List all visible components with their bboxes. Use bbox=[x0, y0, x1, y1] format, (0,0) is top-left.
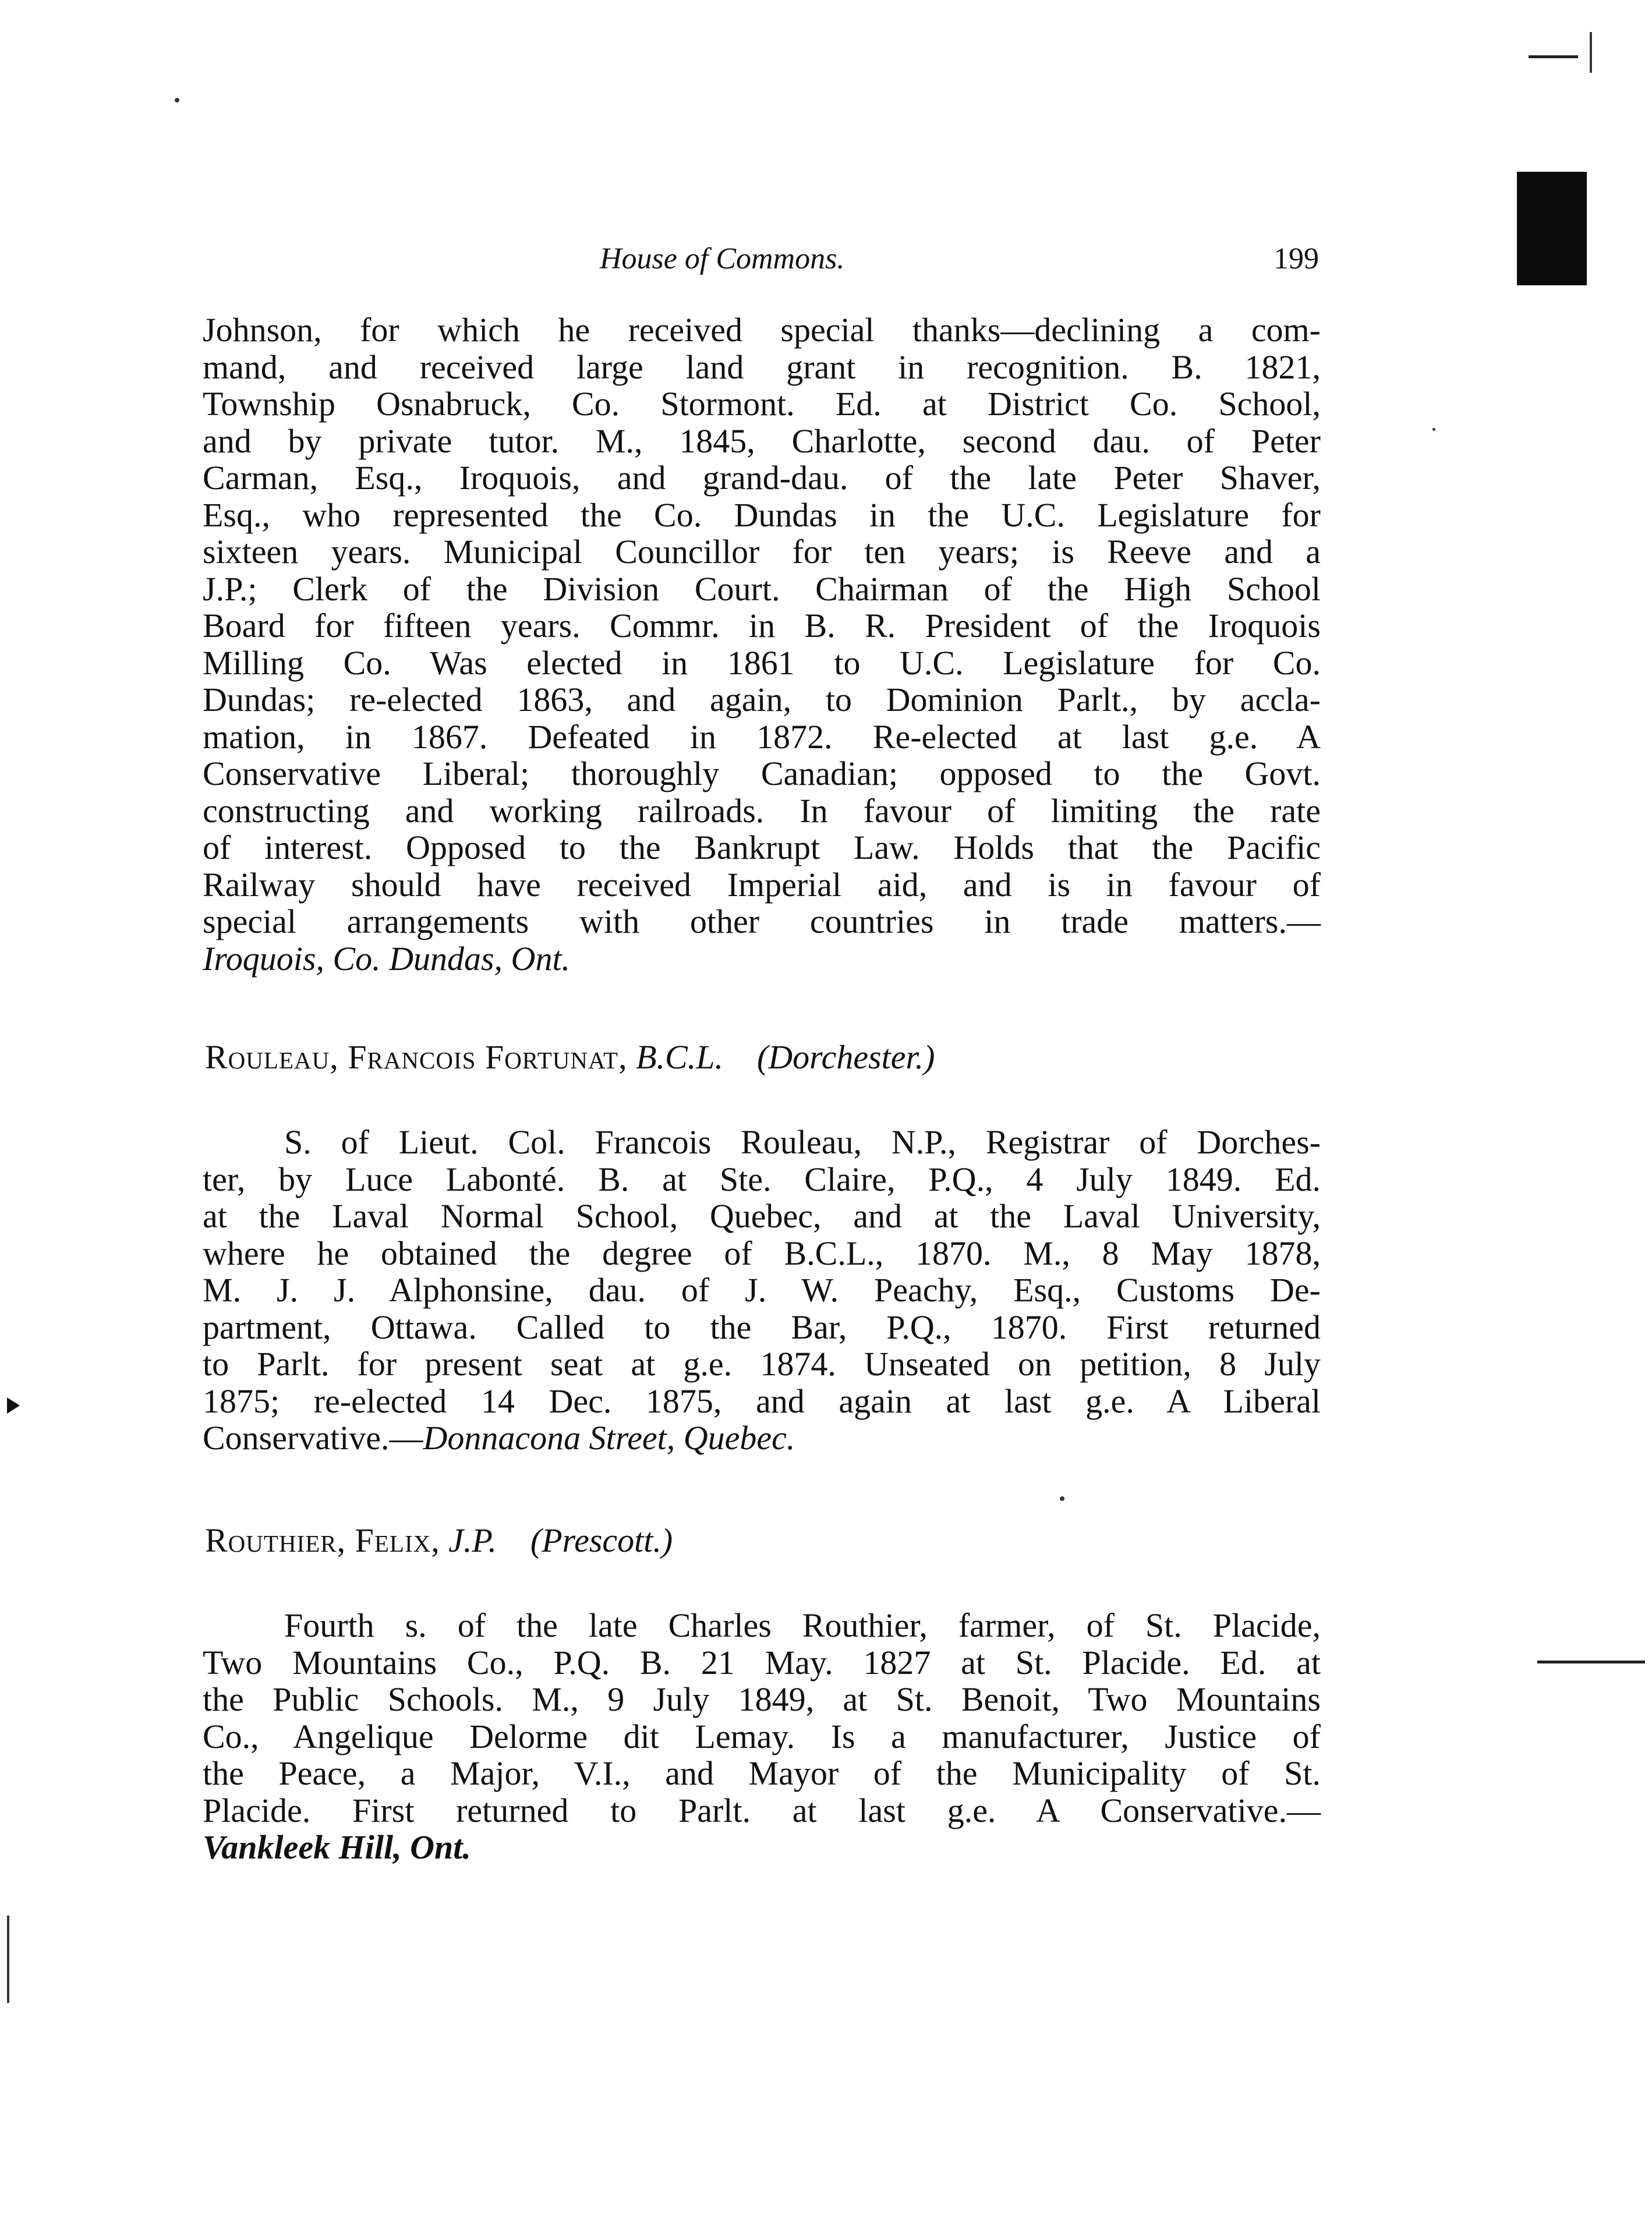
page-number: 199 bbox=[1274, 242, 1319, 275]
text-line: at the Laval Normal School, Quebec, and at the Laval University, bbox=[203, 1197, 1321, 1235]
scan-mark-rule bbox=[1537, 1661, 1645, 1663]
text-line: to Parlt. for present seat at g.e. 1874. Unseated on petition, 8 July bbox=[203, 1345, 1321, 1383]
entry-heading bbox=[205, 1038, 935, 1077]
text-line: special arrangements with other countries in trade matters.— bbox=[203, 902, 1321, 940]
thumb-index-tab bbox=[1517, 172, 1587, 285]
text-fragment: Conservative.— bbox=[203, 1419, 423, 1457]
page-header bbox=[600, 236, 1319, 288]
address: Donnacona Street, Quebec. bbox=[423, 1419, 795, 1457]
address: Vankleek Hill, Ont. bbox=[203, 1828, 471, 1866]
text-line: Two Mountains Co., P.Q. B. 21 May. 1827 at St. Placide. Ed. at bbox=[203, 1643, 1321, 1682]
text-line: J.P.; Clerk of the Division Court. Chairman of the High School bbox=[203, 569, 1321, 608]
member-name: Rouleau, Francois Fortunat, bbox=[205, 1038, 628, 1076]
text-line: of interest. Opposed to the Bankrupt Law. Holds that the Pacific bbox=[203, 829, 1321, 866]
text-line: mand, and received large land grant in recognition. B. 1821, bbox=[203, 348, 1321, 386]
entry-body bbox=[203, 1124, 1321, 1457]
scan-mark-left bbox=[7, 1916, 9, 2003]
text-line: Board for fifteen years. Commr. in B. R. President of the Iroquois bbox=[203, 607, 1321, 645]
scan-mark-edge bbox=[1590, 32, 1592, 73]
scan-mark-top bbox=[1529, 55, 1578, 58]
text-line: Co., Angelique Delorme dit Lemay. Is a manufacturer, Justice of bbox=[203, 1717, 1321, 1755]
text-line: M. J. J. Alphonsine, dau. of J. W. Peachy, Esq., Customs De- bbox=[203, 1271, 1321, 1309]
text-line: and by private tutor. M., 1845, Charlotte, second dau. of Peter bbox=[203, 422, 1321, 460]
scan-mark-arrow bbox=[7, 1397, 20, 1414]
text-line: 1875; re-elected 14 Dec. 1875, and again at last g.e. A Liberal bbox=[203, 1382, 1321, 1420]
member-degree: B.C.L. bbox=[636, 1038, 723, 1076]
entry-continuation bbox=[203, 311, 1321, 977]
entry-heading bbox=[205, 1521, 673, 1560]
riding: (Prescott.) bbox=[530, 1521, 673, 1559]
text-line: mation, in 1867. Defeated in 1872. Re-elected at last g.e. A bbox=[203, 717, 1321, 756]
entry-body bbox=[203, 1607, 1321, 1866]
text-line: Railway should have received Imperial aid, and is in favour of bbox=[203, 865, 1321, 904]
text-line: where he obtained the degree of B.C.L., 1870. M., 8 May 1878, bbox=[203, 1234, 1321, 1272]
text-line: S. of Lieut. Col. Francois Rouleau, N.P., Registrar of Dorches- bbox=[284, 1123, 1321, 1161]
text-line: the Peace, a Major, V.I., and Mayor of the Municipality of St. bbox=[203, 1754, 1321, 1792]
text-line: Carman, Esq., Iroquois, and grand-dau. of the late Peter Shaver, bbox=[203, 459, 1321, 497]
text-line: Esq., who represented the Co. Dundas in the U.C. Legislature for bbox=[203, 495, 1321, 534]
text-line: ter, by Luce Labonté. B. at Ste. Claire, P.Q., 4 July 1849. Ed. bbox=[203, 1160, 1321, 1198]
riding: (Dorchester.) bbox=[756, 1038, 935, 1076]
text-line: Placide. First returned to Parlt. at last g.e. A Conservative.— bbox=[203, 1791, 1321, 1829]
text-line: sixteen years. Municipal Councillor for ten years; is Reeve and a bbox=[203, 533, 1321, 571]
scan-speck bbox=[1060, 1496, 1064, 1501]
member-name: Routhier, Felix, bbox=[205, 1521, 440, 1559]
scan-speck bbox=[1432, 428, 1435, 431]
text-line: constructing and working railroads. In favour of limiting the rate bbox=[203, 791, 1321, 830]
text-line: Johnson, for which he received special thanks—declining a com- bbox=[203, 311, 1321, 349]
text-line: Conservative Liberal; thoroughly Canadian; opposed to the Govt. bbox=[203, 755, 1321, 792]
text-line: Milling Co. Was elected in 1861 to U.C. Legislature for Co. bbox=[203, 643, 1321, 682]
text-line: the Public Schools. M., 9 July 1849, at St. Benoit, Two Mountains bbox=[203, 1680, 1321, 1718]
text-line: partment, Ottawa. Called to the Bar, P.Q., 1870. First returned bbox=[203, 1308, 1321, 1346]
address: Iroquois, Co. Dundas, Ont. bbox=[203, 939, 571, 978]
text-line: Township Osnabruck, Co. Stormont. Ed. at District Co. School, bbox=[203, 385, 1321, 423]
text-line-last bbox=[203, 1420, 1321, 1457]
scan-speck bbox=[175, 98, 179, 102]
running-head: House of Commons. bbox=[600, 242, 845, 275]
text-line: Dundas; re-elected 1863, and again, to Dominion Parlt., by accla- bbox=[203, 681, 1321, 718]
text-line: Fourth s. of the late Charles Routhier, farmer, of St. Placide, bbox=[284, 1606, 1321, 1644]
member-degree: J.P. bbox=[448, 1521, 497, 1559]
